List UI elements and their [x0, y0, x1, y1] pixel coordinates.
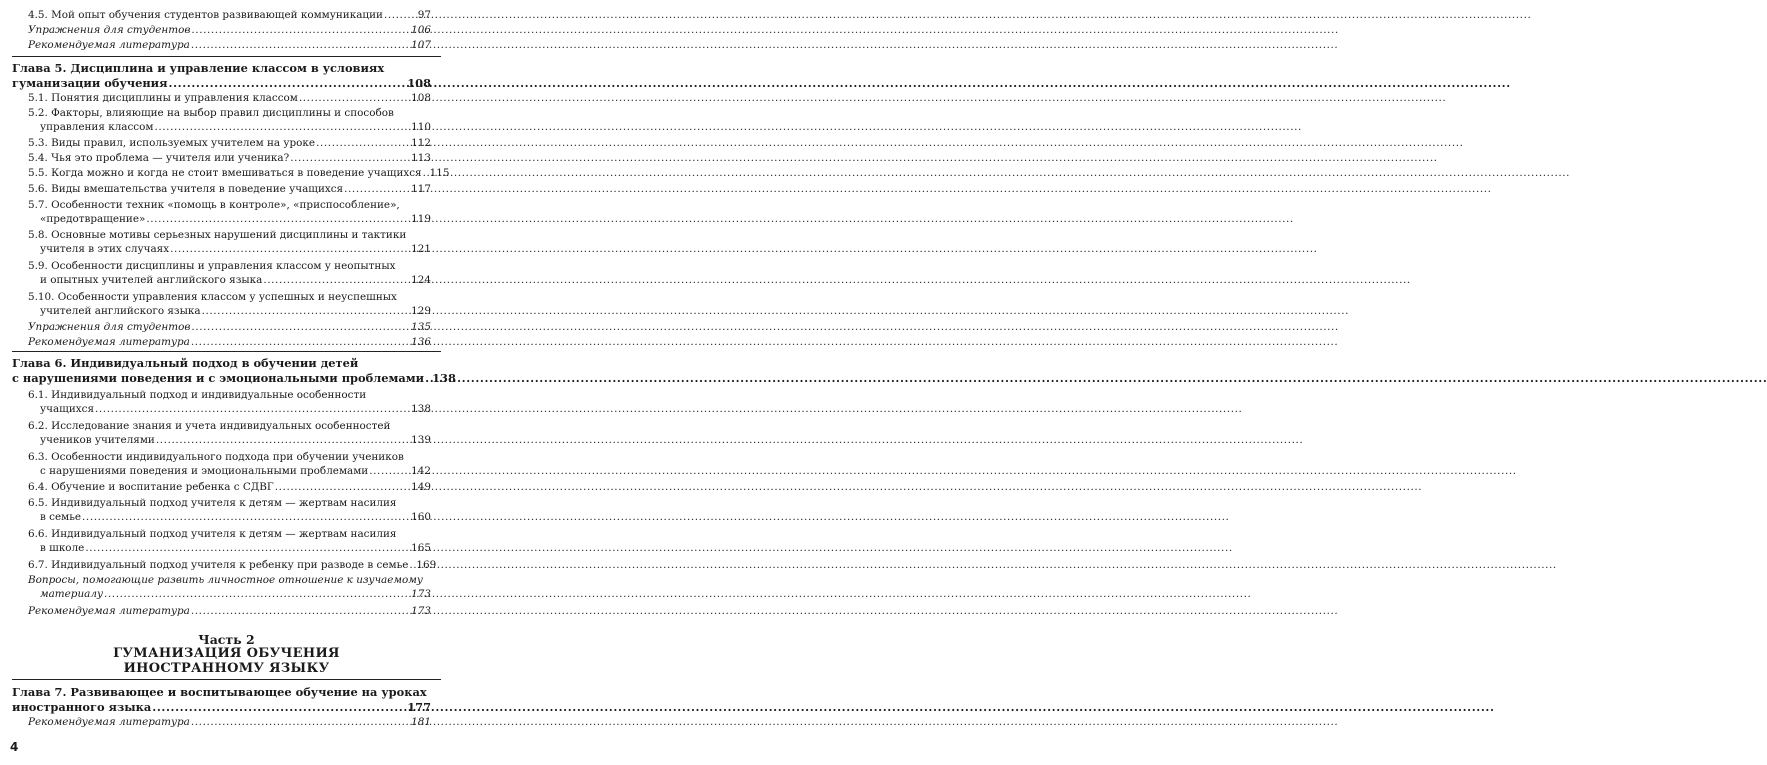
- toc-title-text: и опытных учителей английского языка: [40, 273, 263, 286]
- toc-line: [28, 588, 431, 602]
- dot-leader: [104, 588, 410, 602]
- toc-page-number: 110: [411, 120, 431, 133]
- toc-title-text: Глава 5. Дисциплина и управление классом в условиях: [12, 61, 385, 75]
- toc-entry[interactable]: [28, 497, 431, 524]
- toc-line: [28, 167, 450, 181]
- toc-entry[interactable]: [28, 528, 431, 555]
- toc-entry[interactable]: [28, 291, 431, 318]
- toc-entry[interactable]: [28, 451, 431, 478]
- toc-line: [28, 199, 431, 213]
- toc-line: [28, 605, 431, 619]
- toc-page-number: 181: [411, 716, 431, 728]
- dot-leader: [154, 121, 410, 135]
- toc-title-text: гуманизации обучения: [12, 75, 168, 90]
- toc-line: [28, 24, 431, 38]
- toc-title-text: 5.1. Понятия дисциплины и управления классом: [28, 92, 298, 104]
- toc-entry-literature[interactable]: [28, 605, 431, 619]
- toc-page-number: 108: [407, 75, 431, 90]
- toc-title-text: Рекомендуемая литература: [28, 605, 190, 617]
- dot-leader: [95, 403, 410, 417]
- toc-page-number: 149: [411, 481, 431, 493]
- dot-leader: [344, 183, 410, 197]
- dot-leader: [423, 167, 429, 181]
- toc-title-text: 6.2. Исследование знания и учета индивидуальных особенностей: [28, 420, 391, 432]
- toc-entry-literature[interactable]: [28, 39, 431, 53]
- divider: [12, 56, 441, 57]
- dot-leader: [85, 542, 410, 556]
- dot-leader: [316, 137, 410, 151]
- toc-title-text: 5.9. Особенности дисциплины и управления классом у неопытных: [28, 260, 396, 272]
- toc-line: [12, 370, 456, 386]
- toc-page-number: 97: [417, 9, 431, 21]
- toc-page: [0, 0, 456, 765]
- toc-line: [28, 9, 431, 23]
- toc-title-text: 5.8. Основные мотивы серьезных нарушений дисциплины и тактики: [28, 229, 407, 241]
- toc-line: [28, 716, 431, 730]
- dot-leader: [191, 24, 410, 38]
- toc-page-number: 129: [411, 304, 431, 317]
- dot-leader: [191, 716, 410, 730]
- page-number: 4: [10, 740, 19, 754]
- toc-line: [28, 213, 431, 227]
- toc-page-number: 113: [411, 152, 431, 164]
- toc-page-number: 173: [411, 605, 431, 617]
- toc-title-text: материалу: [40, 587, 103, 600]
- dot-leader: [425, 371, 431, 386]
- toc-line: [28, 39, 431, 53]
- toc-line: [28, 465, 431, 479]
- toc-chapter-6[interactable]: [12, 356, 456, 385]
- divider: [12, 351, 441, 352]
- dot-leader: [156, 434, 410, 448]
- toc-page-number: 106: [411, 24, 431, 36]
- toc-line: [28, 497, 431, 511]
- toc-title-text: 6.6. Индивидуальный подход учителя к детям — жертвам насилия: [28, 528, 397, 540]
- toc-page-number: 115: [429, 167, 450, 179]
- part-title-line-1: ГУМАНИЗАЦИЯ ОБУЧЕНИЯ: [113, 646, 340, 661]
- toc-title-text: «предотвращение»: [40, 212, 146, 225]
- toc-page-number: 124: [411, 273, 431, 286]
- toc-title-text: 5.6. Виды вмешательства учителя в поведение учащихся: [28, 183, 344, 195]
- dot-leader: [202, 305, 411, 319]
- toc-title-text: Рекомендуемая литература: [28, 716, 190, 728]
- toc-line: [28, 451, 431, 465]
- toc-title-text: с нарушениями поведения и эмоциональными проблемами: [40, 464, 369, 477]
- toc-page-number: 136: [411, 336, 431, 348]
- toc-title-text: Глава 7. Развивающее и воспитывающее обучение на уроках: [12, 685, 427, 699]
- toc-title-text: учеников учителями: [40, 433, 155, 446]
- dot-leader: [299, 92, 410, 106]
- toc-entry[interactable]: [28, 229, 431, 256]
- dot-leader: [263, 274, 410, 288]
- toc-line: [28, 420, 431, 434]
- toc-entry[interactable]: [28, 199, 431, 226]
- toc-title-text: управления классом: [40, 120, 154, 133]
- toc-title-text: Рекомендуемая литература: [28, 39, 190, 51]
- toc-line: [28, 574, 431, 588]
- dot-leader: [152, 700, 406, 715]
- toc-line: [12, 356, 431, 371]
- toc-entry[interactable]: [28, 260, 431, 287]
- toc-chapter-7[interactable]: [12, 685, 431, 714]
- toc-line: [12, 685, 431, 700]
- toc-entry-literature[interactable]: [28, 716, 431, 730]
- toc-title-text: 6.4. Обучение и воспитание ребенка с СДВГ: [28, 481, 274, 493]
- toc-line: [28, 183, 431, 197]
- dot-leader: [409, 559, 415, 573]
- toc-page-number: 139: [411, 433, 431, 446]
- toc-title-text: 5.3. Виды правил, используемых учителем на уроке: [28, 137, 316, 149]
- toc-line: [28, 434, 431, 448]
- dot-leader: [169, 76, 407, 91]
- toc-line: [12, 76, 431, 91]
- toc-page-number: 169: [416, 559, 437, 571]
- toc-title-text: 6.5. Индивидуальный подход учителя к детям — жертвам насилия: [28, 497, 397, 509]
- toc-line: [28, 137, 431, 151]
- toc-line: [28, 321, 431, 335]
- part-number: Часть 2: [198, 632, 255, 647]
- part-title-line-2: ИНОСТРАННОМУ ЯЗЫКУ: [123, 661, 330, 676]
- toc-title-text: 4.5. Мой опыт обучения студентов развивающей коммуникации: [28, 9, 383, 21]
- toc-title-text: Рекомендуемая литература: [28, 336, 190, 348]
- toc-line: [28, 542, 431, 556]
- toc-page-number: 108: [411, 92, 431, 104]
- toc-line: [28, 403, 431, 417]
- toc-entry[interactable]: [28, 9, 431, 23]
- toc-entry[interactable]: [28, 559, 437, 573]
- toc-page-number: 121: [411, 242, 431, 255]
- toc-title-text: учителей английского языка: [40, 304, 201, 317]
- dot-leader: [275, 481, 410, 495]
- toc-title-text: иностранного языка: [12, 699, 152, 714]
- toc-line: [28, 291, 431, 305]
- toc-entry-exercises[interactable]: [28, 24, 431, 38]
- dot-leader: [290, 152, 410, 166]
- toc-page-number: 138: [432, 370, 456, 385]
- toc-line: [12, 61, 431, 76]
- toc-line: [28, 107, 431, 121]
- toc-title-text: 6.1. Индивидуальный подход и индивидуальные особенности: [28, 389, 367, 401]
- toc-line: [28, 243, 431, 257]
- toc-line: [12, 700, 431, 715]
- toc-title-text: учителя в этих случаях: [40, 242, 170, 255]
- toc-line: [28, 121, 431, 135]
- toc-line: [28, 152, 431, 166]
- divider: [12, 679, 441, 680]
- toc-title-text: 5.4. Чья это проблема — учителя или ученика?: [28, 152, 290, 164]
- toc-line: [28, 559, 437, 573]
- toc-line: [28, 305, 431, 319]
- toc-page-number: 119: [411, 212, 431, 225]
- toc-page-number: 117: [411, 183, 431, 195]
- dot-leader: [191, 321, 410, 335]
- toc-page-number: 107: [411, 39, 431, 51]
- toc-page-number: 135: [411, 321, 431, 333]
- toc-line: [28, 274, 431, 288]
- toc-chapter-5[interactable]: [12, 61, 431, 90]
- toc-title-text: 5.10. Особенности управления классом у успешных и неуспешных: [28, 291, 397, 303]
- toc-line: [28, 92, 431, 106]
- toc-entry[interactable]: [28, 481, 431, 495]
- dot-leader: [191, 605, 410, 619]
- dot-leader: [369, 465, 410, 479]
- toc-line: [28, 229, 431, 243]
- toc-entry-exercises[interactable]: [28, 321, 431, 335]
- toc-title-text: 5.2. Факторы, влияющие на выбор правил дисциплины и способов: [28, 107, 394, 119]
- dot-leader: [82, 511, 410, 525]
- toc-page-number: 160: [411, 510, 431, 523]
- toc-entry[interactable]: [28, 389, 431, 416]
- toc-title-text: 6.3. Особенности индивидуального подхода при обучении учеников: [28, 451, 404, 463]
- toc-line: [28, 511, 431, 525]
- toc-entry-questions[interactable]: [28, 574, 431, 601]
- dot-leader: [170, 243, 410, 257]
- dot-leader: [146, 213, 410, 227]
- toc-title-text: учащихся: [40, 402, 94, 415]
- toc-title-text: в школе: [40, 541, 85, 554]
- toc-title-text: 5.5. Когда можно и когда не стоит вмешиваться в поведение учащихся: [28, 167, 422, 179]
- toc-entry[interactable]: [28, 92, 431, 106]
- toc-page-number: 138: [411, 402, 431, 415]
- toc-line: [28, 389, 431, 403]
- dot-leader: [191, 39, 410, 53]
- toc-line: [28, 336, 431, 350]
- toc-entry[interactable]: [28, 137, 431, 151]
- toc-page-number: 173: [411, 587, 431, 600]
- dot-leader: [384, 9, 417, 23]
- toc-page-number: 112: [411, 137, 431, 149]
- toc-entry[interactable]: [28, 420, 431, 447]
- toc-title-text: Вопросы, помогающие развить личностное отношение к изучаемому: [28, 574, 423, 586]
- toc-entry[interactable]: [28, 107, 431, 134]
- toc-entry[interactable]: [28, 167, 450, 181]
- toc-page-number: 177: [407, 699, 431, 714]
- toc-title-text: Глава 6. Индивидуальный подход в обучении детей: [12, 356, 359, 370]
- toc-page-number: 165: [411, 541, 431, 554]
- toc-title-text: в семье: [40, 510, 82, 523]
- toc-line: [28, 260, 431, 274]
- toc-title-text: 6.7. Индивидуальный подход учителя к ребенку при разводе в семье: [28, 559, 409, 571]
- toc-title-text: с нарушениями поведения и с эмоциональными проблемами: [12, 370, 425, 385]
- toc-page-number: 142: [411, 464, 431, 477]
- dot-leader: [191, 336, 410, 350]
- toc-title-text: 5.7. Особенности техник «помощь в контроле», «приспособление»,: [28, 199, 400, 211]
- toc-entry[interactable]: [28, 183, 431, 197]
- toc-entry-literature[interactable]: [28, 336, 431, 350]
- toc-title-text: Упражнения для студентов: [28, 321, 191, 333]
- toc-entry[interactable]: [28, 152, 431, 166]
- toc-line: [28, 481, 431, 495]
- toc-title-text: Упражнения для студентов: [28, 24, 191, 36]
- toc-line: [28, 528, 431, 542]
